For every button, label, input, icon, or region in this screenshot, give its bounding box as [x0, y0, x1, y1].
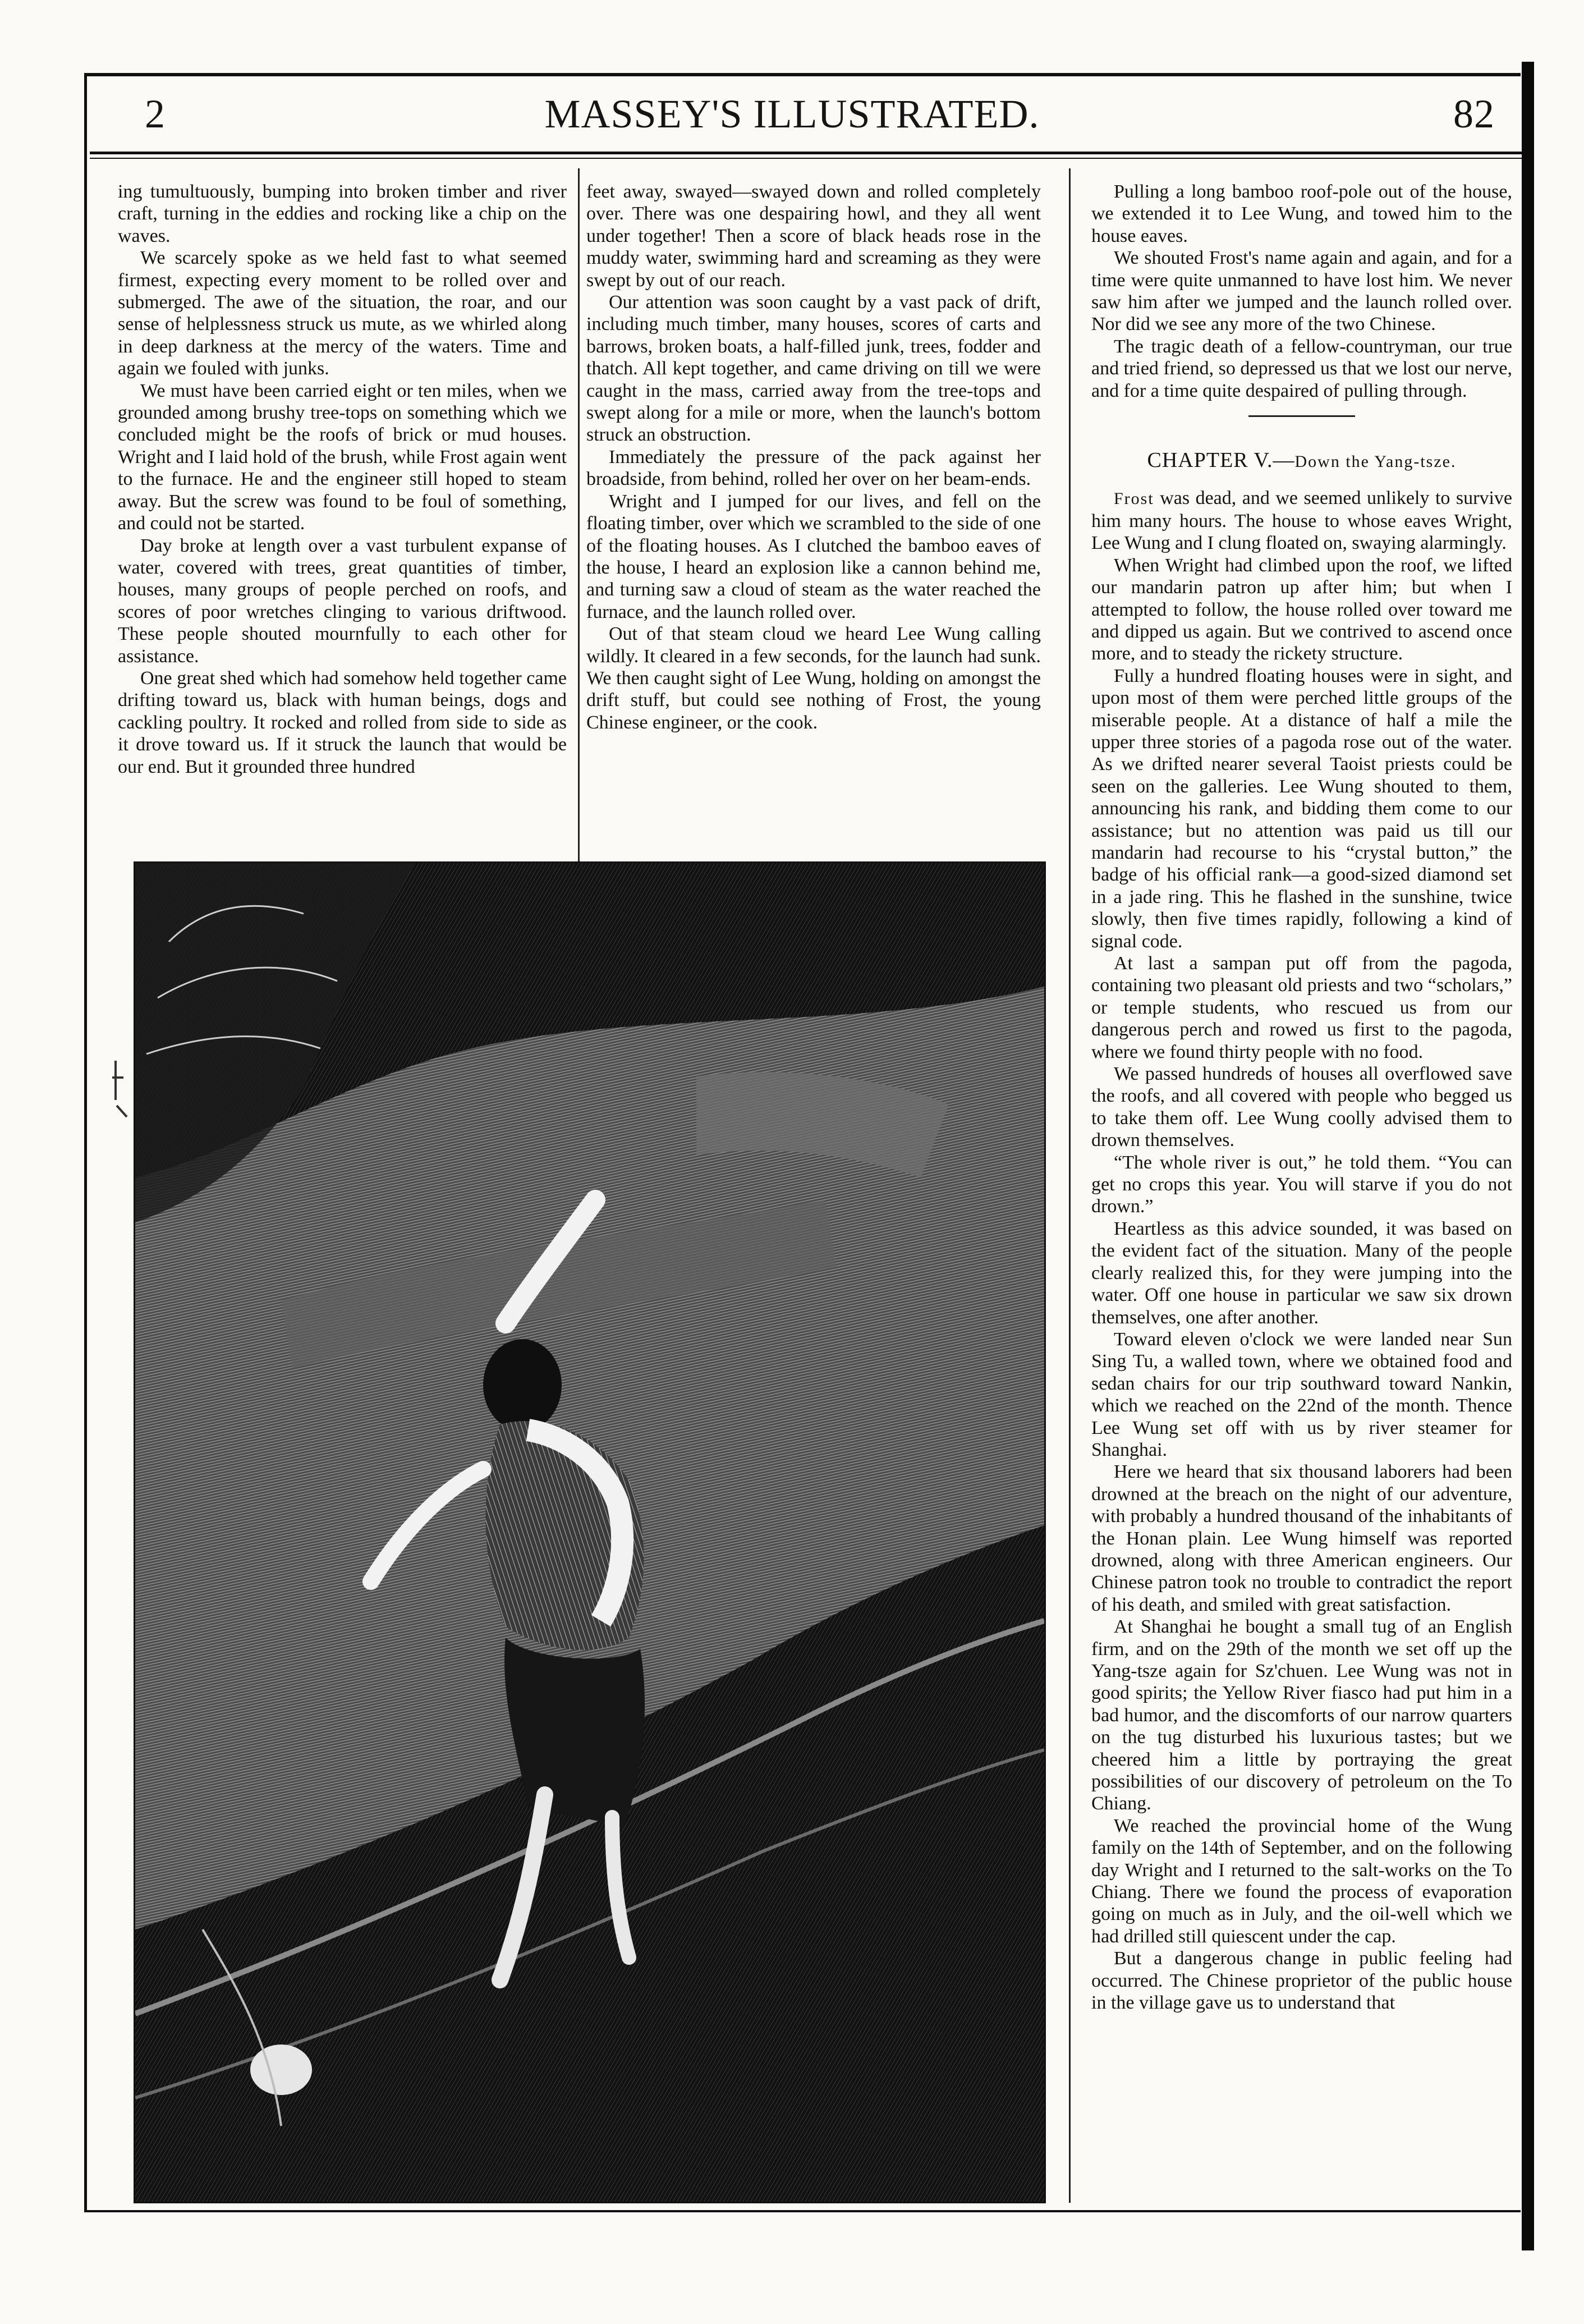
paragraph: [1091, 487, 1512, 554]
chapter-number: CHAPTER V.—: [1147, 448, 1295, 473]
header-rule: [90, 152, 1522, 154]
paragraph: We reached the provincial home of the Wung family on the 14th of September, and on the following day Wright and I returned to the salt-works on the To Chiang. There we found the process of evaporation going on much as in July, and the oil-well which we had drilled still quiescent under the cap.: [1091, 1815, 1512, 1947]
page-frame-left-rule: [84, 73, 87, 2211]
paragraph: We must have been carried eight or ten miles, when we grounded among brushy tree-tops on something which we concluded might be the roofs of brick or mud houses. Wright and I laid hold of the brush, while Frost again went to the furnace. He and the engineer still hoped to steam away. But the screw was found to be foul of something, and could not be started.: [118, 380, 567, 534]
paragraph: But a dangerous change in public feeling had occurred. The Chinese proprietor of the public house in the village gave us to understand that: [1091, 1948, 1512, 2014]
engraving-illustration: [134, 861, 1046, 2203]
paragraph: At last a sampan put off from the pagoda, containing two pleasant old priests and two “scholars,” or temple students, who rescued us from our dangerous perch and rowed us first to the pagoda, where we found thirty people with no food.: [1091, 953, 1512, 1062]
paragraph: When Wright had climbed upon the roof, we lifted our mandarin patron up after him; but when I attempted to follow, the house rolled over toward me and dipped us again. But we contrived to ascend once more, and to steady the rickety structure.: [1091, 554, 1512, 664]
paragraph: Heartless as this advice sounded, it was based on the evident fact of the situation. Many of the people clearly realized this, for they were jumping into the water. Off one house in particular we saw six drown themselves, one after another.: [1091, 1218, 1512, 1328]
paragraph: Day broke at length over a vast turbulent expanse of water, covered with trees, great quantities of timber, houses, many groups of people perched on roofs, and scores of poor wretches clinging to various driftwood. These people shouted mournfully to each other for assistance.: [118, 535, 567, 667]
paragraph: “The whole river is out,” he told them. “You can get no crops this year. You will starve if you do not drown.”: [1091, 1152, 1512, 1217]
masthead-title: MASSEY'S ILLUSTRATED.: [544, 91, 1040, 136]
paragraph: Our attention was soon caught by a vast pack of drift, including much timber, many houses, scores of carts and barrows, broken boats, a half-filled junk, trees, fodder and thatch. All kept together, and came driving on till we were caught in the mass, carried away from the tree-tops and swept along for a mile or more, when the launch's bottom struck an obstruction.: [586, 292, 1041, 446]
paragraph: At Shanghai he bought a small tug of an English firm, and on the 29th of the month we set off up the Yang-tsze again for Sz'chuen. Lee Wung was not in good spirits; the Yellow River fiasco had put him in a bad humor, and the discomforts of our narrow quarters on the tug disturbed his luxurious tastes; but we cheered him a little by portraying the great possibilities of our discovery of petroleum on the To Chiang.: [1091, 1616, 1512, 1814]
paragraph-text: was dead, and we seemed unlikely to survive him many hours. The house to whose eaves Wright, Lee Wung and I clung floated on, swaying alarmingly.: [1091, 488, 1512, 554]
chapter-title: Down the Yang-tsze.: [1294, 452, 1457, 471]
paragraph: Toward eleven o'clock we were landed near Sun Sing Tu, a walled town, where we obtained food and sedan chairs for our trip southward toward Nankin, which we reached on the 22nd of the month. Thence Lee Wung set off with us by river steamer for Shanghai.: [1091, 1328, 1512, 1460]
page-number-right: 82: [1453, 91, 1495, 136]
page-frame-bottom-rule: [84, 2210, 1521, 2212]
paragraph: Immediately the pressure of the pack against her broadside, from behind, rolled her over on her beam-ends.: [586, 446, 1041, 490]
article-column-3: [1091, 181, 1512, 2014]
paragraph: Wright and I jumped for our lives, and fell on the floating timber, over which we scrambled to the side of one of the floating houses. As I clutched the bamboo eaves of the house, I heard an explosion like a cannon behind me, and turning saw a cloud of steam as the water reached the furnace, and the launch rolled over.: [586, 491, 1041, 622]
paragraph: feet away, swayed—swayed down and rolled completely over. There was one despairing howl, and they all went under together! Then a score of black heads rose in the muddy water, swimming hard and screaming as they were swept by out of our reach.: [586, 181, 1041, 291]
paragraph: Here we heard that six thousand laborers had been drowned at the breach on the night of our adventure, with probably a hundred thousand of the inhabitants of the Honan plain. Lee Wung himself was reported drowned, along with three American engineers. Our Chinese patron took no trouble to contradict the report of his death, and smiled with great satisfaction.: [1091, 1461, 1512, 1615]
paragraph: The tragic death of a fellow-countryman, our true and tried friend, so depressed us that we lost our nerve, and for a time quite despaired of pulling through.: [1091, 336, 1512, 401]
column-divider-1: [578, 168, 580, 861]
margin-ink-mark: [110, 1055, 132, 1136]
paragraph: One great shed which had somehow held together came drifting toward us, black with human beings, dogs and cackling poultry. It rocked and rolled from side to side as it drove toward us. If it struck the launch that would be our end. But it grounded three hundred: [118, 667, 567, 777]
header-rule-thin: [90, 158, 1522, 159]
column-divider-2: [1069, 168, 1071, 2203]
page-number-left: 2: [145, 91, 166, 136]
paragraph: Pulling a long bamboo roof-pole out of the house, we extended it to Lee Wung, and towed him to the house eaves.: [1091, 181, 1512, 246]
section-rule: [1248, 415, 1355, 417]
page-frame-top-rule: [84, 73, 1521, 76]
floating-debris: [250, 2045, 312, 2095]
binding-edge: [1522, 62, 1534, 2250]
paragraph: ing tumultuously, bumping into broken timber and river craft, turning in the eddies and rocking like a chip on the waves.: [118, 181, 567, 246]
paragraph: We shouted Frost's name again and again, and for a time were quite unmanned to have lost him. We never saw him after we jumped and the launch rolled over. Nor did we see any more of the two Chinese.: [1091, 247, 1512, 335]
paragraph: We passed hundreds of houses all overflowed save the roofs, and all covered with people who begged us to take them off. Lee Wung coolly advised them to drown themselves.: [1091, 1064, 1512, 1151]
article-column-2: [586, 181, 1041, 734]
paragraph: Fully a hundred floating houses were in sight, and upon most of them were perched little groups of the miserable people. At a distance of half a mile the upper three stories of a pagoda rose out of the water. As we drifted nearer several Taoist priests could be seen on the galleries. Lee Wung shouted to them, announcing his rank, and bidding them come to our assistance; but no attention was paid us till our mandarin had recourse to his “crystal button,” the badge of his official rank—a good-sized diamond set in a jade ring. This he flashed in the sunshine, twice slowly, then five times rapidly, following a kind of signal code.: [1091, 665, 1512, 952]
paragraph: Out of that steam cloud we heard Lee Wung calling wildly. It cleared in a few seconds, for the launch had sunk. We then caught sight of Lee Wung, holding on amongst the drift stuff, but could see nothing of Frost, the young Chinese engineer, or the cook.: [586, 624, 1041, 733]
chapter-heading: [1091, 450, 1512, 473]
article-column-1: [118, 181, 567, 778]
paragraph: We scarcely spoke as we held fast to what seemed firmest, expecting every moment to be rolled over and submerged. The awe of the situation, the roar, and our sense of helplessness struck us mute, as we whirled along in deep darkness at the mercy of the waters. Time and again we fouled with junks.: [118, 247, 567, 379]
lead-word: Frost: [1114, 489, 1154, 508]
